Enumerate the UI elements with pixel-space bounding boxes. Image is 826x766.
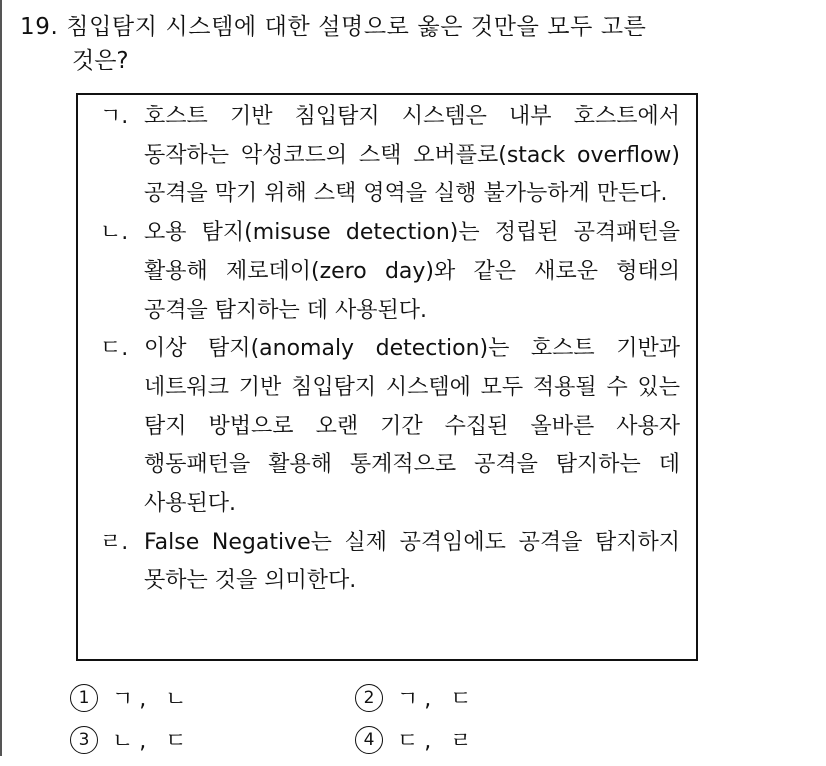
choice-3[interactable]	[70, 724, 193, 755]
statement-marker: ㄴ.	[100, 220, 129, 246]
choice-2[interactable]	[355, 682, 478, 713]
choice-number-circle: 4	[355, 726, 383, 754]
question-text-line-2: 것은?	[72, 48, 129, 74]
choice-4[interactable]	[355, 724, 478, 755]
statement-text: 오용 탐지(misuse detection)는 정립된 공격패턴을 활용해 제로데이(zero day)와 같은 새로운 형태의 공격을 탐지하는 데 사용된다.	[144, 220, 680, 323]
statement-marker: ㄹ.	[100, 529, 129, 555]
statement-text: 호스트 기반 침입탐지 시스템은 내부 호스트에서 동작하는 악성코드의 스택 오버플로(stack overflow) 공격을 막기 위해 스택 영역을 실행 불가능하게 만든다.	[144, 104, 680, 207]
statement-marker: ㄱ.	[100, 104, 129, 129]
answer-choices	[70, 682, 770, 766]
choice-number-circle: 3	[70, 726, 98, 754]
question-text-line-1: 19. 침입탐지 시스템에 대한 설명으로 옳은 것만을 모두 고른	[20, 14, 647, 40]
choice-number-circle: 1	[70, 684, 98, 712]
statement-text: 이상 탐지(anomaly detection)는 호스트 기반과 네트워크 기반 침입탐지 시스템에 모두 적용될 수 있는 탐지 방법으로 오랜 기간 수집된 올바른 사용자 행동패턴을 활용해 통계적으로 공격을 탐지하는 데 사용된다.	[144, 336, 680, 517]
choice-row	[70, 682, 770, 724]
statement-text: False Negative는 실제 공격임에도 공격을 탐지하지 못하는 것을 의미한다.	[144, 529, 680, 594]
choice-text: ㄴ, ㄷ	[112, 729, 193, 754]
statement-item-giyeok	[100, 98, 680, 214]
choice-text: ㄷ, ㄹ	[397, 729, 478, 754]
choice-text: ㄱ, ㄷ	[397, 687, 478, 712]
choice-1[interactable]	[70, 682, 193, 713]
choice-row	[70, 724, 770, 766]
statement-marker: ㄷ.	[100, 336, 129, 362]
statement-item-rieul	[100, 524, 680, 601]
question-stem	[20, 10, 810, 78]
choice-text: ㄱ, ㄴ	[112, 687, 193, 712]
choice-number-circle: 2	[355, 684, 383, 712]
statement-item-nieun	[100, 214, 680, 330]
statement-list	[100, 98, 680, 601]
page-left-border	[0, 0, 2, 756]
statement-item-digeut	[100, 330, 680, 524]
